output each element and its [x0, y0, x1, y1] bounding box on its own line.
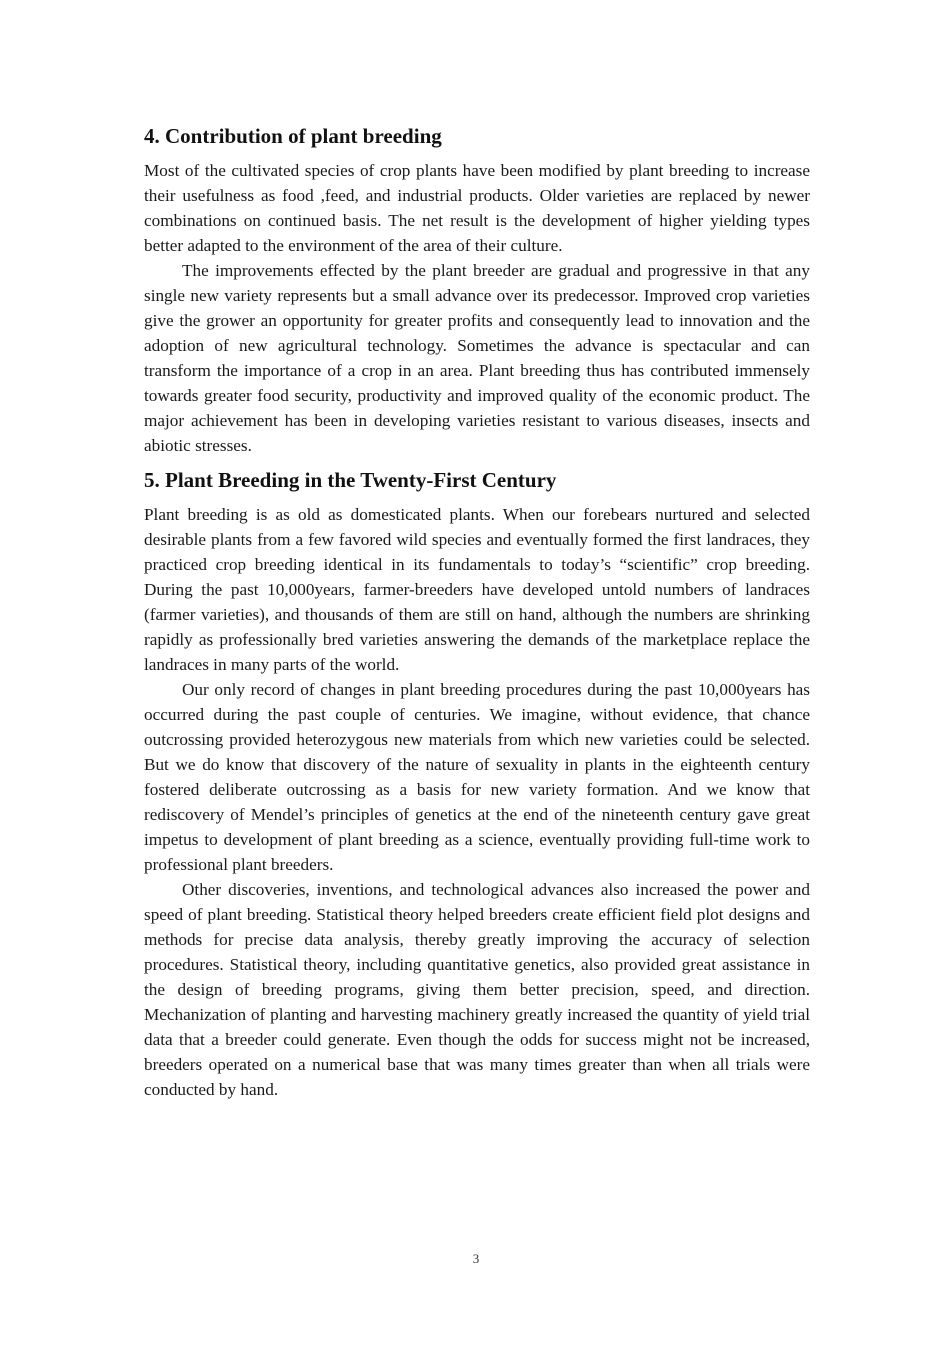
- paragraph: Plant breeding is as old as domesticated plants. When our forebears nurtured and selected desirable plants from a few favored wild species and eventually formed the first landraces, they practiced crop breeding identical in its fundamentals to today’s “scientific” crop breeding. During the past 10,000years, farmer-breeders have developed untold numbers of landraces (farmer varieties), and thousands of them are still on hand, although the numbers are shrinking rapidly as professionally bred varieties answering the demands of the marketplace replace the landraces in many parts of the world.: [144, 505, 810, 674]
- section-plant-breeding-twenty-first-century: [144, 466, 810, 1102]
- paragraph: Most of the cultivated species of crop plants have been modified by plant breeding to increase their usefulness as food ,feed, and industrial products. Older varieties are replaced by newer combinations on continued basis. The net result is the development of higher yielding types better adapted to the environment of the area of their culture.: [144, 161, 810, 255]
- section-contribution-of-plant-breeding: [144, 122, 810, 458]
- paragraph: The improvements effected by the plant breeder are gradual and progressive in that any single new variety represents but a small advance over its predecessor. Improved crop varieties give the grower an opportunity for greater profits and consequently lead to innovation and the adoption of new agricultural technology. Sometimes the advance is spectacular and can transform the importance of a crop in an area. Plant breeding thus has contributed immensely towards greater food security, productivity and improved quality of the economic product. The major achievement has been in developing varieties resistant to various diseases, insects and abiotic stresses.: [144, 261, 810, 455]
- section-heading: 5. Plant Breeding in the Twenty-First Century: [144, 468, 557, 492]
- paragraph: Other discoveries, inventions, and technological advances also increased the power and speed of plant breeding. Statistical theory helped breeders create efficient field plot designs and methods for precise data analysis, thereby greatly improving the accuracy of selection procedures. Statistical theory, including quantitative genetics, also provided great assistance in the design of breeding programs, giving them better precision, speed, and direction. Mechanization of planting and harvesting machinery greatly increased the quantity of yield trial data that a breeder could generate. Even though the odds for success might not be increased, breeders operated on a numerical base that was many times greater than when all trials were conducted by hand.: [144, 880, 810, 1099]
- document-page: [144, 122, 810, 1102]
- page-number: 3: [472, 1251, 480, 1266]
- paragraph: Our only record of changes in plant breeding procedures during the past 10,000years has occurred during the past couple of centuries. We imagine, without evidence, that chance outcrossing provided heterozygous new materials from which new varieties could be selected. But we do know that discovery of the nature of sexuality in plants in the eighteenth century fostered deliberate outcrossing as a basis for new variety formation. And we know that rediscovery of Mendel’s principles of genetics at the end of the nineteenth century gave great impetus to development of plant breeding as a science, eventually providing full-time work to professional plant breeders.: [144, 680, 810, 874]
- section-heading: 4. Contribution of plant breeding: [144, 124, 442, 148]
